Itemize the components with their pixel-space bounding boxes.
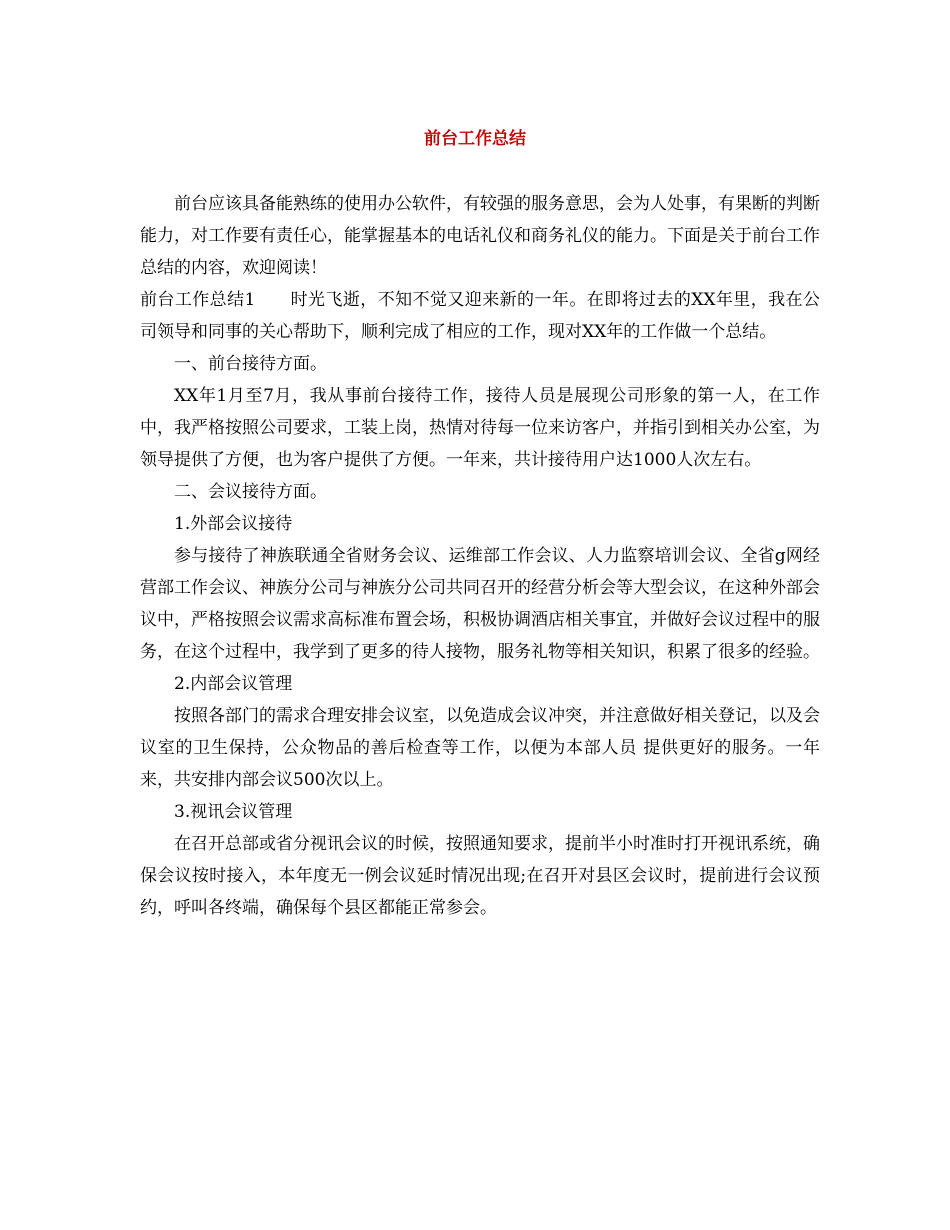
intro-paragraph: 前台应该具备能熟练的使用办公软件，有较强的服务意思，会为人处事，有果断的判断能力，对工作要有责任心，能掌握基本的电话礼仪和商务礼仪的能力。下面是关于前台工作总结的内容，欢迎阅读！ — [140, 194, 820, 278]
reception-paragraph: XX年1月至7月，我从事前台接待工作，接待人员是展现公司形象的第一人，在工作中，我严格按照公司要求，工装上岗，热情对待每一位来访客户，并指引到相关办公室，为领导提供了方便，也为客户提供了方便。一年来，共计接待用户达1000人次左右。 — [140, 386, 820, 470]
subheading-internal-meetings: 2.内部会议管理 — [174, 674, 293, 694]
section-heading-meetings: 二、会议接待方面。 — [174, 482, 327, 502]
summary-1-paragraph: 前台工作总结1 时光飞逝，不知不觉又迎来新的一年。在即将过去的XX年里，我在公司领导和同事的关心帮助下，顺利完成了相应的工作，现对XX年的工作做一个总结。 — [140, 290, 820, 342]
external-meetings-paragraph: 参与接待了神族联通全省财务会议、运维部工作会议、人力监察培训会议、全省g网经营部工作会议、神族分公司与神族分公司共同召开的经营分析会等大型会议，在这种外部会议中，严格按照会议需求高标准布置会场，积极协调酒店相关事宜，并做好会议过程中的服务，在这个过程中，我学到了更多的待人接物，服务礼物等相关知识，积累了很多的经验。 — [140, 546, 820, 662]
document-title: 前台工作总结 — [424, 129, 526, 149]
subheading-video-meetings: 3.视讯会议管理 — [174, 802, 293, 822]
video-meetings-paragraph: 在召开总部或省分视讯会议的时候，按照通知要求，提前半小时准时打开视讯系统，确保会议按时接入，本年度无一例会议延时情况出现;在召开对县区会议时，提前进行会议预约，呼叫各终端，确保每个县区都能正常参会。 — [140, 834, 820, 918]
internal-meetings-paragraph: 按照各部门的需求合理安排会议室，以免造成会议冲突，并注意做好相关登记，以及会议室的卫生保持，公众物品的善后检查等工作，以便为本部人员 提供更好的服务。一年来，共安排内部会议500次以上。 — [140, 706, 820, 790]
section-heading-reception: 一、前台接待方面。 — [174, 354, 327, 374]
document-body — [140, 188, 820, 924]
subheading-external-meetings: 1.外部会议接待 — [174, 514, 293, 534]
